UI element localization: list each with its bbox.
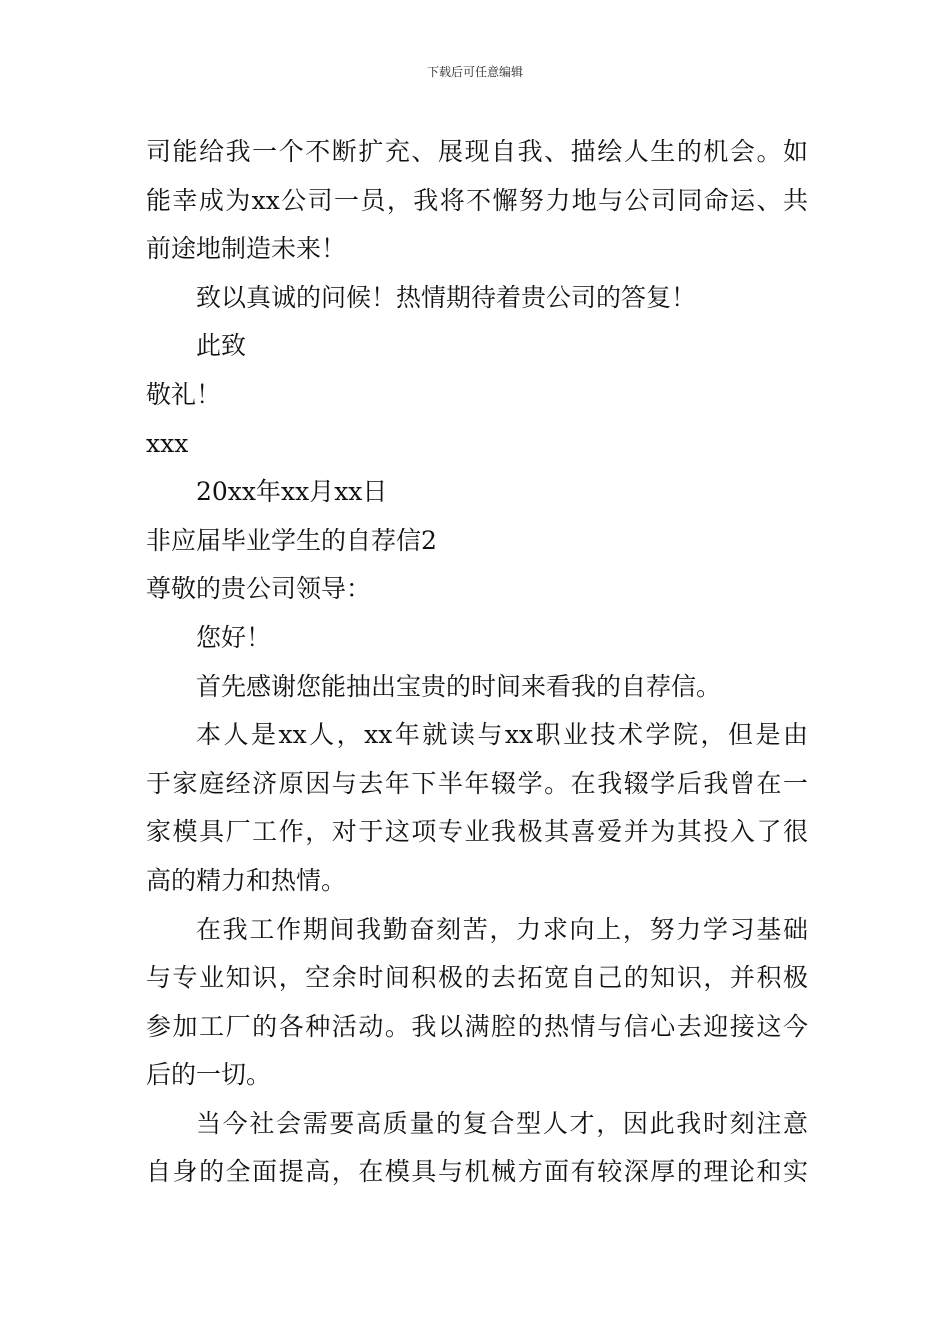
text-line: 后的一切。: [146, 1060, 272, 1090]
text-line: 当今社会需要高质量的复合型人才，因此我时刻注意: [196, 1108, 808, 1138]
text-line: 司能给我一个不断扩充、展现自我、描绘人生的机会。如: [146, 137, 808, 166]
text-line: 首先感谢您能抽出宝贵的时间来看我的自荐信。: [196, 671, 722, 701]
text-line: 您好！: [196, 622, 272, 652]
document-body: [146, 128, 808, 1197]
closing-regards: 敬礼！: [146, 379, 222, 409]
text-line: 于家庭经济原因与去年下半年辍学。在我辍学后我曾在一: [146, 768, 808, 798]
text-line: 前途地制造未来！: [146, 234, 347, 264]
text-line: 在我工作期间我勤奋刻苦，力求向上，努力学习基础: [196, 914, 808, 944]
text-line: 能幸成为xx公司一员，我将不懈努力地与公司同命运、共: [146, 185, 808, 215]
text-line: 本人是xx人，xx年就读与xx职业技术学院，但是由: [196, 720, 808, 750]
text-line: 参加工厂的各种活动。我以满腔的热情与信心去迎接这今: [146, 1011, 808, 1041]
page-header: 下载后可任意编辑: [426, 65, 523, 79]
text-line: 高的精力和热情。: [146, 865, 347, 895]
text-line: 自身的全面提高，在模具与机械方面有较深厚的理论和实: [146, 1157, 808, 1187]
greeting-line: 尊敬的贵公司领导：: [146, 574, 372, 604]
text-line: 致以真诚的问候！热情期待着贵公司的答复！: [196, 282, 697, 312]
text-line: 与专业知识，空余时间积极的去拓宽自己的知识，并积极: [146, 963, 808, 993]
signature-date: 20xx年xx月xx日: [196, 477, 388, 507]
signature-name: xxx: [146, 428, 189, 458]
section-title: 非应届毕业学生的自荐信2: [146, 525, 437, 555]
closing-salutation: 此致: [196, 331, 247, 361]
text-line: 家模具厂工作，对于这项专业我极其喜爱并为其投入了很: [146, 817, 808, 847]
